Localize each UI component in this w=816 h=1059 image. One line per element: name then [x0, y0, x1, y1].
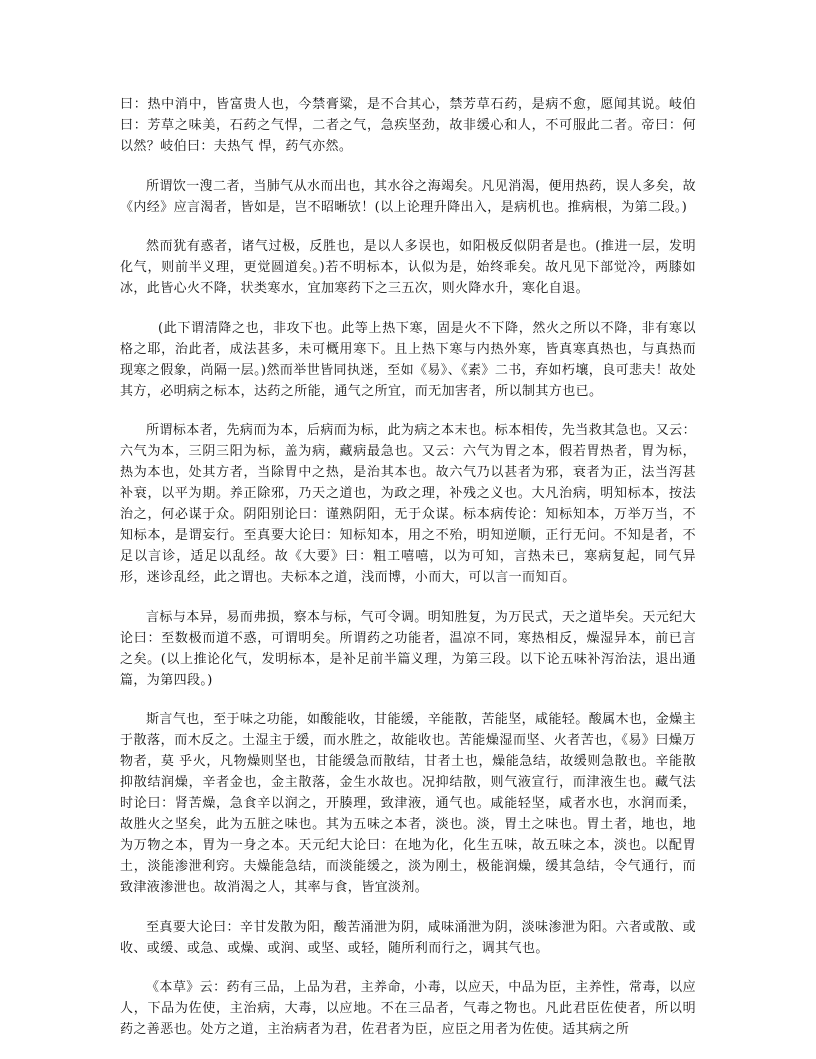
paragraph-5: 所谓标本者，先病而为本，后病而为标，此为病之本末也。标本相传，先当救其急也。又云：六气为本，三阴三阳为标，盖为病，藏病最急也。又云：六气为胃之本，假若胃热者，胃为标，热为本也，处其方者，当除胃中之热，是治其本也。故六气乃以甚者为邪，衰者为正，法当泻甚补衰，以平为期。养正除邪，乃天之道也，为政之理，补残之义也。大凡治病，明知标本，按法治之，何必谋于众。阴阳别论曰：谨熟阴阳，无于众谋。标本病传论：知标知本，万举万当，不知标本，是谓妄行。至真要大论曰：知标知本，用之不殆，明知逆顺，正行无问。不知是者，不足以言诊，适足以乱经。故《大要》曰：粗工嘻嘻，以为可知，言热未已，寒病复起，同气异形，迷诊乱经，此之谓也。夫标本之道，浅而博，小而大，可以言一而知百。 [120, 423, 696, 585]
paragraph-6: 言标与本异，易而弗损，察本与标，气可令调。明知胜复，为万民式，天之道毕矣。天元纪大论曰：至数极而道不惑，可谓明矣。所谓药之功能者，温凉不同，寒热相反，燥湿异本，前已言之矣。(以上推论化气，发明标本，是补足前半篇义理，为第三段。以下论五味补泻治法，退出通篇，为第四段。) [120, 609, 696, 688]
paragraph-9: 《本草》云：药有三品，上品为君，主养命，小毒，以应天，中品为臣，主养性，常毒，以应人，下品为佐使，主治病，大毒，以应地。不在三品者，气毒之物也。凡此君臣佐使者，所以明药之善恶也。处方之道，主治病者为君，佐君者为臣，应臣之用者为佐使。适其病之所 [120, 980, 696, 1037]
document-page [120, 94, 696, 1059]
paragraph-8: 至真要大论曰：辛甘发散为阳，酸苦涌泄为阴，咸味涌泄为阴，淡味渗泄为阳。六者或散、或收、或缓、或急、或燥、或润、或坚、或轻，随所利而行之，调其气也。 [120, 919, 696, 956]
paragraph-3: 然而犹有惑者，诸气过极，反胜也，是以人多误也，如阳极反似阴者是也。(推进一层，发明化气，则前半义理，更觉圆道矣。)若不明标本，认似为是，始终乖矣。故凡见下部觉冷，两膝如冰，此皆心火不降，状类寒水，宜加寒药下之三五次，则火降水升，寒化自退。 [120, 239, 696, 296]
paragraph-7: 斯言气也，至于味之功能，如酸能收，甘能缓，辛能散，苦能坚，咸能轻。酸属木也，金燥主于散落，而木反之。土湿主于缓，而水胜之，故能收也。苦能燥湿而坚、火者苦也，《易》曰燥万物者，莫 乎火，凡物燥则坚也，甘能缓急而散结，甘者土也，燥能急结，故缓则急散也。辛能散抑散结润燥，辛者金也，金主散落，金生水故也。况抑结散，则气液宣行，而津液生也。藏气法时论曰：肾苦燥，急食辛以润之，开腠理，致津液，通气也。咸能轻坚，咸者水也，水润而柔，故胜火之坚矣，此为五脏之味也。其为五味之本者，淡也。淡，胃土之味也。胃土者，地也，地为万物之本，胃为一身之本。天元纪大论曰：在地为化，化生五味，故五味之本，淡也。以配胃土，淡能渗泄利窍。夫燥能急结，而淡能缓之，淡为刚土，极能润燥，缓其急结，令气通行，而致津液渗泄也。故消渴之人，其率与食，皆宜淡剂。 [120, 712, 696, 895]
paragraph-1: 曰：热中消中，皆富贵人也，今禁膏粱，是不合其心，禁芳草石药，是病不愈，愿闻其说。岐伯曰：芳草之味美，石药之气悍，二者之气，急疾坚劲，故非缓心和人，不可服此二者。帝曰：何以然？岐伯曰：夫热气 悍，药气亦然。 [120, 97, 696, 154]
paragraph-4: (此下谓清降之也，非攻下也。此等上热下寒，固是火不下降，然火之所以不降，非有寒以格之耶，治此者，成法甚多，未可概用寒下。且上热下寒与内热外寒，皆真寒真热也，与真热而现寒之假象，尚隔一层。)然而举世皆同执迷，至如《易》、《素》二书，弃如朽壤，良可悲夫！故处其方，必明病之标本，达药之所能，通气之所宜，而无加害者，所以制其方也已。 [120, 320, 696, 399]
paragraph-2: 所谓饮一溲二者，当肺气从水而出也，其水谷之海竭矣。凡见消渴，便用热药，误人多矣，故《内经》应言渴者，皆如是，岂不昭晰欤！(以上论理升降出入，是病机也。推病根，为第二段。) [120, 178, 696, 215]
